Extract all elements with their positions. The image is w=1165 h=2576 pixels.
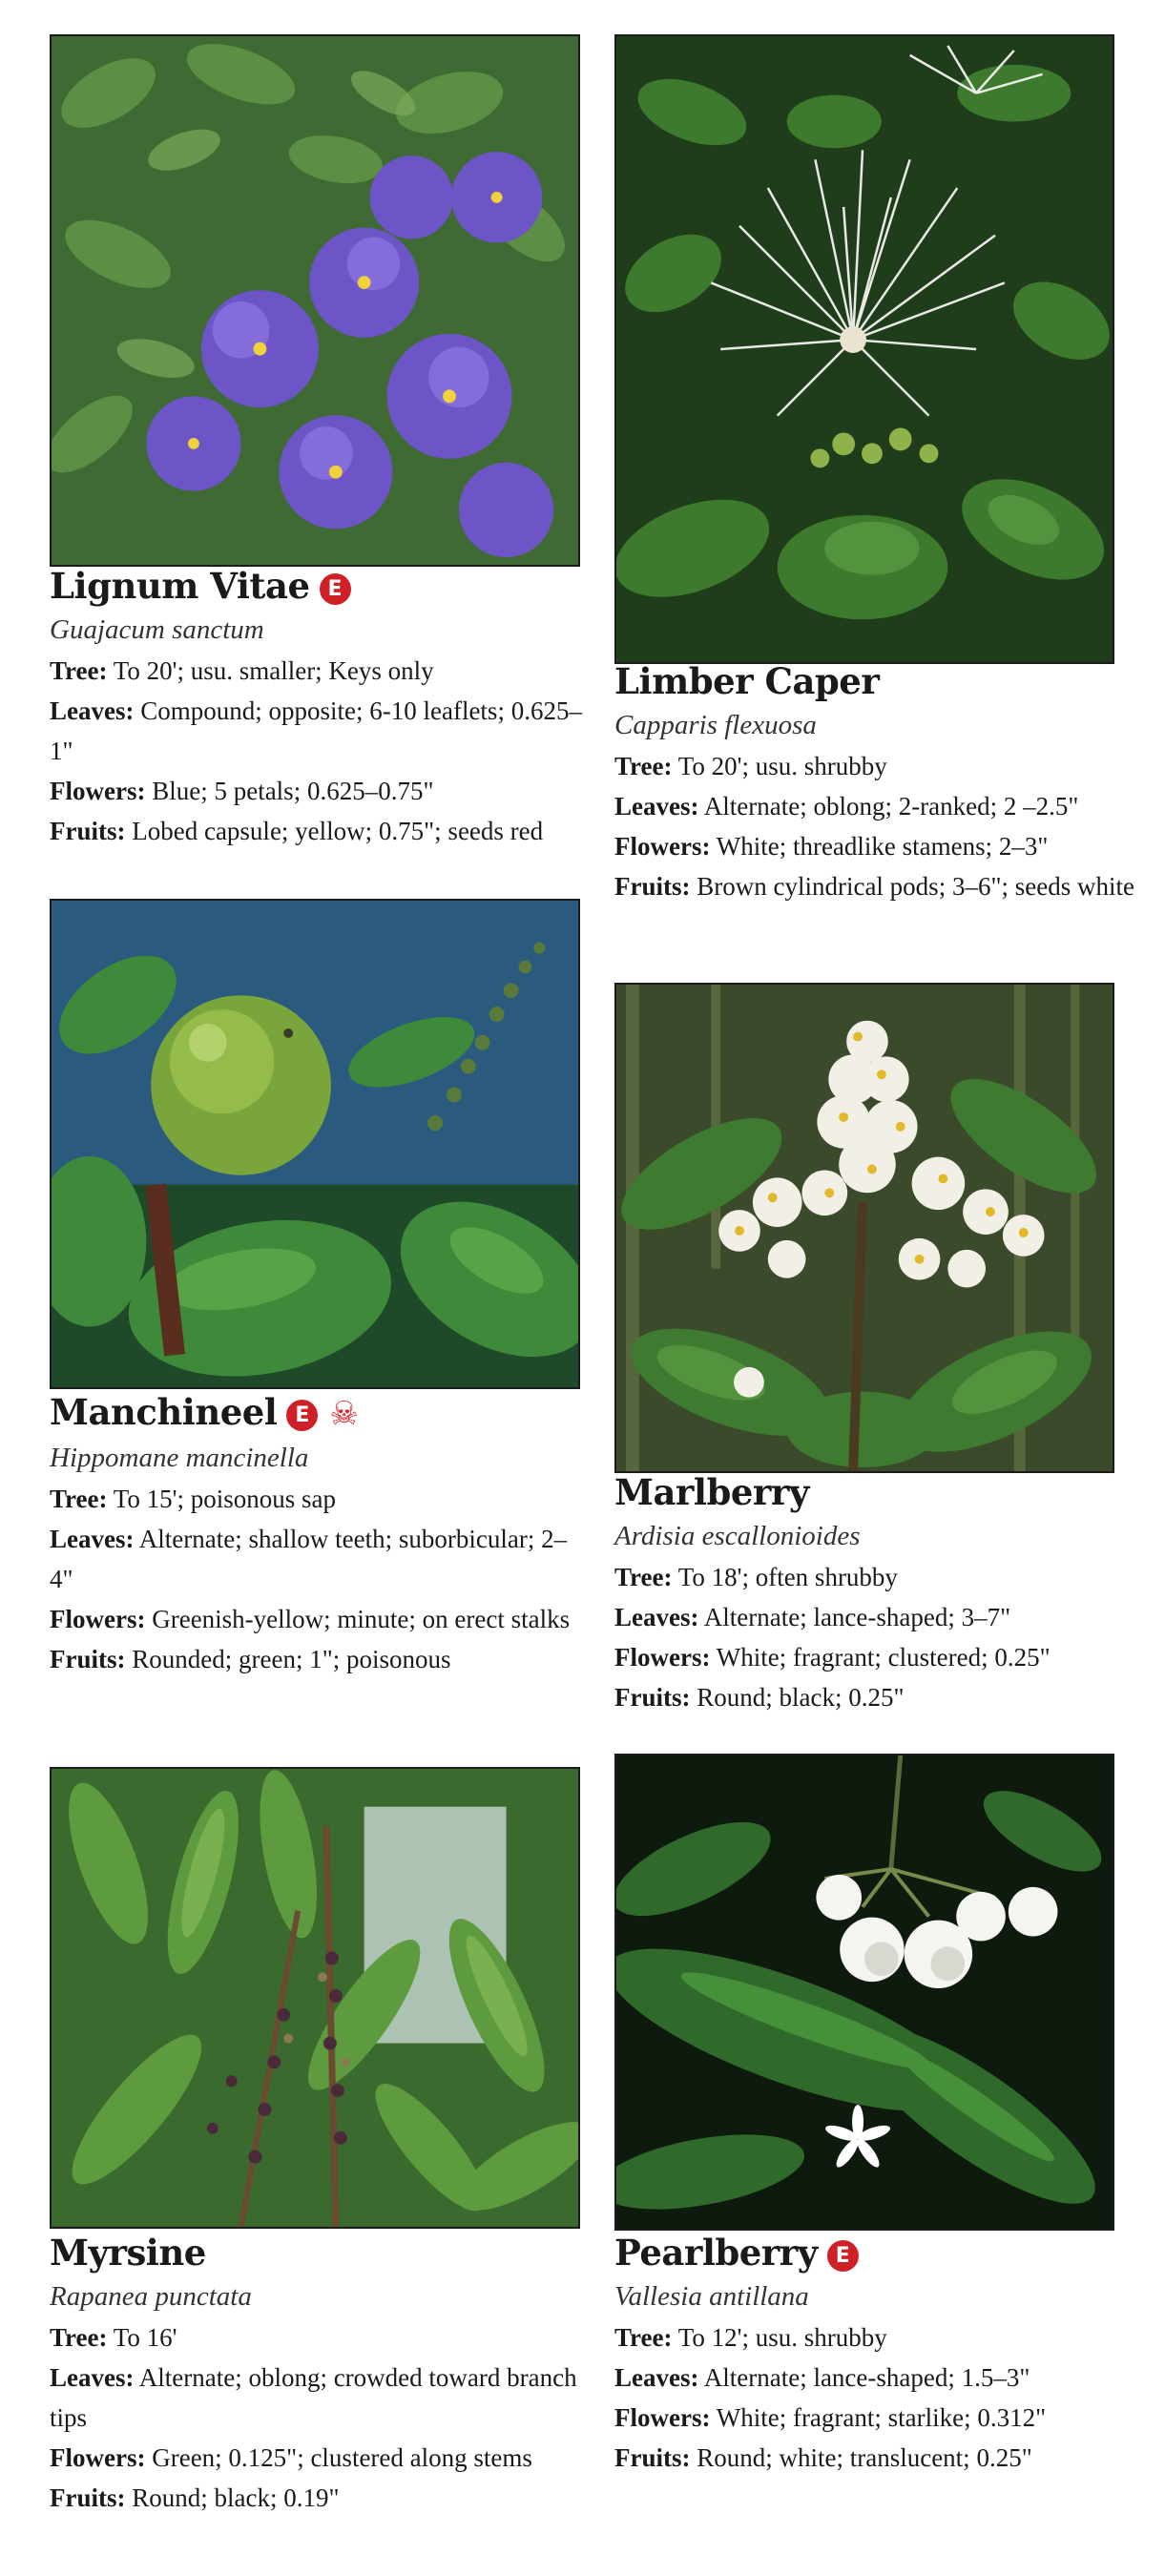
fact-leaves [50,2358,584,2438]
scientific-name: Vallesia antillana [614,2281,809,2312]
scientific-name: Hippomane mancinella [50,1443,309,1473]
fact-value: Green; 0.125"; clustered along stems [145,2443,532,2472]
fact-label: Leaves: [614,2363,699,2392]
fact-value: To 18'; often shrubby [672,1563,898,1591]
fact-label: Fruits: [614,1683,691,1712]
fact-value: Greenish-yellow; minute; on erect stalks [145,1605,571,1633]
fact-label: Tree: [614,752,673,780]
fact-tree [614,746,1149,786]
fact-flowers [614,1637,1149,1677]
fact-label: Fruits: [614,2443,691,2472]
fact-fruits [614,2438,1149,2478]
entry-name-text: Marlberry [614,1471,809,1513]
fact-label: Tree: [50,656,108,685]
fact-value: Alternate; oblong; 2-ranked; 2 –2.5" [698,792,1079,821]
fact-label: Flowers: [50,777,146,805]
entry-name [614,658,1149,704]
fact-flowers [50,771,584,811]
fact-value: Compound; opposite; 6-10 leaflets; 0.625–1" [50,696,582,765]
fact-tree [614,1557,1149,1597]
fact-label: Flowers: [614,832,711,861]
fact-fruits [50,2478,584,2518]
endangered-badge: E [320,573,351,605]
entry-name-text: Manchineel [50,1391,278,1433]
fact-value: White; fragrant; starlike; 0.312" [710,2403,1047,2432]
limber-caper-photo [614,34,1114,664]
fact-tree [50,651,584,691]
fact-label: Tree: [50,1485,108,1513]
fact-value: To 12'; usu. shrubby [672,2323,887,2352]
manchineel-photo [50,899,580,1389]
fact-leaves [50,691,584,771]
scientific-name: Rapanea punctata [50,2281,252,2312]
fact-label: Leaves: [614,792,699,821]
fact-value: Round; white; translucent; 0.25" [690,2443,1032,2472]
fact-leaves [50,1519,584,1599]
entry-name-text: Pearlberry [614,2232,818,2274]
scientific-name: Ardisia escallonioides [614,1521,861,1551]
entry-name [50,1389,584,1437]
fact-label: Fruits: [50,2483,126,2512]
fact-label: Fruits: [50,1645,126,1673]
scientific-name: Capparis flexuosa [614,710,817,740]
fact-leaves [614,2358,1149,2398]
fact-fruits [614,1677,1149,1717]
fact-label: Tree: [614,1563,673,1591]
fact-flowers [614,826,1149,866]
fact-label: Leaves: [614,1603,699,1631]
fact-label: Fruits: [50,817,126,845]
fact-leaves [614,786,1149,826]
fact-label: Flowers: [50,2443,146,2472]
fact-value: Brown cylindrical pods; 3–6"; seeds white [690,872,1134,901]
entry-name [50,2230,584,2275]
poison-skull-icon: ☠ [329,1395,359,1433]
fact-label: Tree: [50,2323,108,2352]
entry-name-text: Limber Caper [614,660,880,702]
entry-name [614,1469,1149,1515]
fact-label: Leaves: [50,696,135,725]
entry-name [50,563,584,609]
fact-label: Fruits: [614,872,691,901]
fact-value: Round; black; 0.25" [690,1683,905,1712]
fact-label: Leaves: [50,2363,135,2392]
fact-flowers [614,2398,1149,2438]
entry-name [614,2230,1149,2275]
lignum-vitae-photo [50,34,580,567]
pearlberry-photo [614,1754,1114,2231]
fact-fruits [50,1639,584,1679]
fact-leaves [614,1597,1149,1637]
fact-value: To 16' [107,2323,177,2352]
fact-label: Leaves: [50,1525,135,1553]
entry-name-text: Lignum Vitae [50,565,310,607]
fact-value: White; fragrant; clustered; 0.25" [710,1643,1051,1672]
fact-value: Lobed capsule; yellow; 0.75"; seeds red [125,817,544,845]
fact-label: Flowers: [614,2403,711,2432]
fact-fruits [50,811,584,851]
fact-fruits [614,866,1149,906]
fact-value: To 20'; usu. shrubby [672,752,887,780]
fact-value: Alternate; oblong; crowded toward branch tips [50,2363,577,2432]
fact-value: Blue; 5 petals; 0.625–0.75" [145,777,434,805]
fact-value: Rounded; green; 1"; poisonous [125,1645,451,1673]
fact-flowers [50,1599,584,1639]
fact-value: Alternate; shallow teeth; suborbicular; 2–4" [50,1525,568,1593]
fact-value: To 20'; usu. smaller; Keys only [107,656,434,685]
fact-value: To 15'; poisonous sap [107,1485,336,1513]
entry-name-text: Myrsine [50,2232,206,2274]
endangered-badge: E [827,2240,859,2272]
fact-tree [614,2317,1149,2358]
marlberry-photo [614,983,1114,1473]
scientific-name: Guajacum sanctum [50,614,264,645]
fact-value: White; threadlike stamens; 2–3" [710,832,1049,861]
fact-label: Flowers: [50,1605,146,1633]
fact-tree [50,2317,584,2358]
fact-value: Alternate; lance-shaped; 1.5–3" [698,2363,1030,2392]
endangered-badge: E [286,1400,318,1431]
fact-value: Alternate; lance-shaped; 3–7" [698,1603,1011,1631]
myrsine-photo [50,1767,580,2229]
fact-label: Tree: [614,2323,673,2352]
fact-flowers [50,2438,584,2478]
fact-label: Flowers: [614,1643,711,1672]
fact-value: Round; black; 0.19" [125,2483,340,2512]
fact-tree [50,1479,584,1519]
